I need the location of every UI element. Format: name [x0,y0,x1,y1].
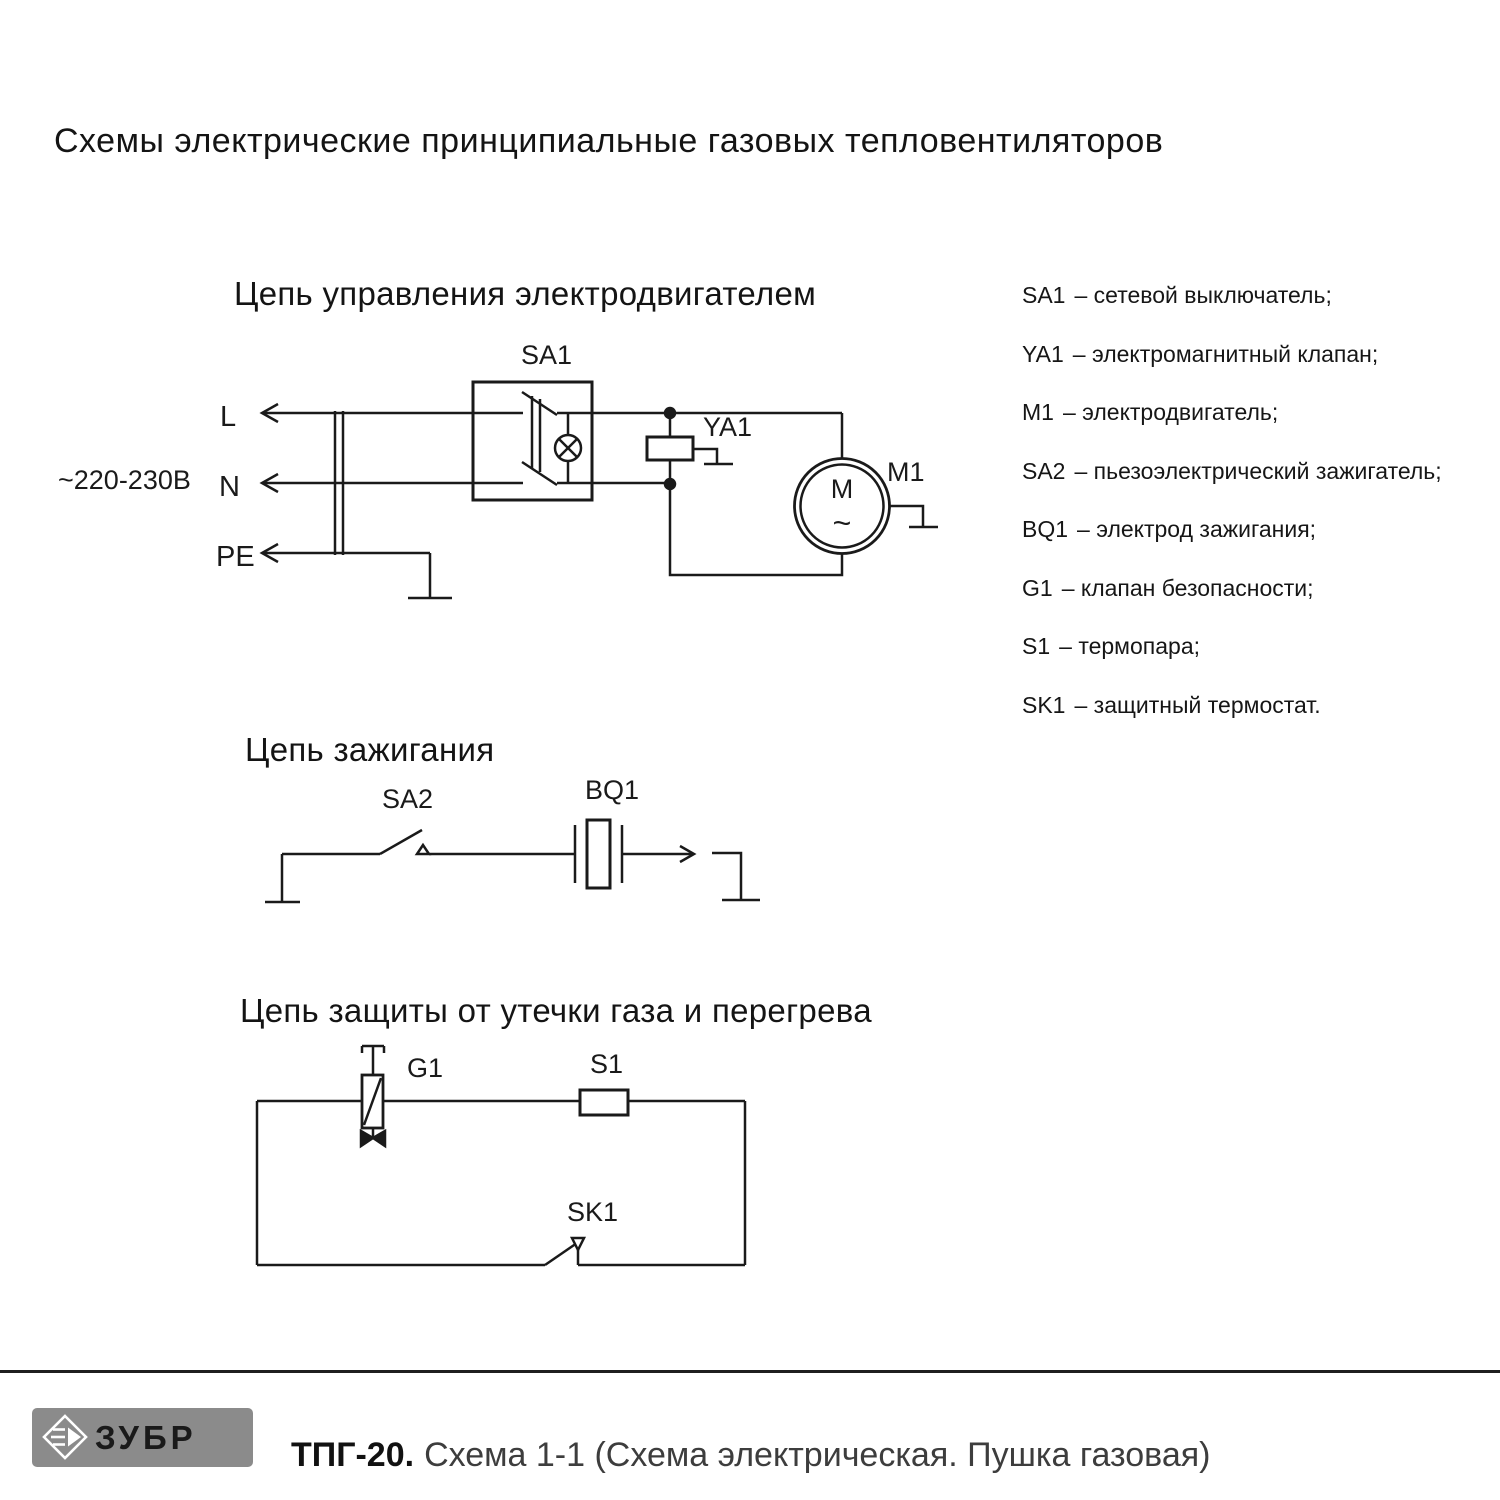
footer-caption: Схема 1-1 (Схема электрическая. Пушка газовая) [424,1436,1211,1474]
legend-item-description: – сетевой выключатель; [1074,282,1332,308]
circuit-motor-control [58,340,938,598]
junction-dot [665,479,675,489]
legend-item-description: – клапан безопасности; [1061,574,1314,601]
section-title-protection: Цепь защиты от утечки газа и перегрева [240,992,872,1029]
ya1-valve-coil [647,437,693,460]
legend-item-code: YA1 [1022,340,1064,367]
protection-loop-wires [257,1101,745,1265]
legend-item-description: – пьезоэлектрический зажигатель; [1074,457,1442,484]
ya1-ground-icon [693,449,733,464]
bq1-label: BQ1 [585,775,640,805]
legend-item-description: – электродвигатель; [1062,399,1279,425]
brand-logo-diamond-icon [32,1408,253,1467]
wires [262,413,842,598]
legend-item-code: SA2 [1022,457,1066,484]
legend-item-code: BQ1 [1022,516,1069,542]
circuit-protection [257,1046,745,1265]
sa1-lamp-icon [555,413,581,483]
g1-label: G1 [407,1053,444,1083]
footer-divider [0,1370,1500,1373]
legend-item-code: M1 [1022,399,1054,425]
s1-thermocouple [580,1090,628,1115]
sa1-switch-blades [522,392,557,485]
motor-ac-symbol: ~ [832,505,852,541]
voltage-label: ~220-230В [58,465,191,495]
sa2-switch [380,830,429,854]
legend-item-description: – защитный термостат. [1074,691,1321,718]
junction-dot [665,408,675,418]
ya1-label: YA1 [703,412,753,442]
sa1-label: SA1 [521,340,573,370]
legend-item-code: G1 [1022,574,1053,601]
ignition-ground-right-icon [712,853,760,900]
footer-caption-line [291,1436,1210,1475]
motor-m-symbol: M [830,474,854,504]
line-label-l: L [220,401,237,433]
legend-item-description: – термопара; [1059,633,1201,659]
circuit-ignition [265,775,760,902]
bq1-electrode [575,820,622,888]
section-title-ignition: Цепь зажигания [245,731,495,768]
line-label-pe: PE [216,541,255,573]
ignition-ground-left-icon [265,854,300,902]
line-label-n: N [219,471,240,503]
g1-safety-valve [361,1046,385,1146]
sa2-label: SA2 [382,784,434,814]
legend-item-code: SK1 [1022,691,1066,718]
m1-label: M1 [887,457,925,487]
legend-item-description: – электромагнитный клапан; [1072,340,1379,367]
footer-model: ТПГ-20. [291,1436,415,1474]
motor-ground-icon [890,506,938,527]
legend-item-code: S1 [1022,633,1051,659]
page-title: Схемы электрические принципиальные газовых тепловентиляторов [54,122,1164,160]
legend-item-description: – электрод зажигания; [1077,516,1317,542]
section-title-motor-control: Цепь управления электродвигателем [234,275,817,312]
s1-label: S1 [590,1049,624,1079]
legend-item-code: SA1 [1022,282,1066,308]
sk1-label: SK1 [567,1197,619,1227]
brand-name: ЗУБР [95,1419,197,1456]
brand-logo [32,1408,253,1467]
sk1-thermostat-switch [545,1238,584,1265]
